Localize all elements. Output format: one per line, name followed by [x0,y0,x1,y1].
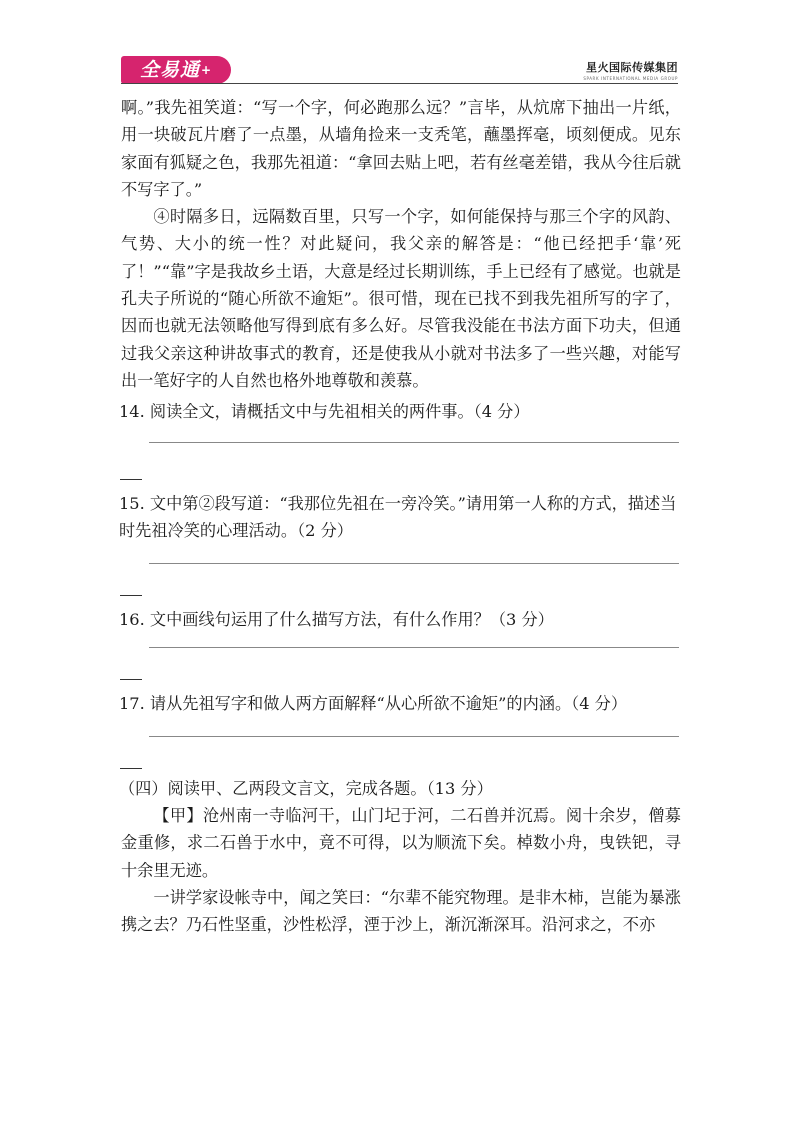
question-14: 14. 阅读全文，请概括文中与先祖相关的两件事。（4 分） [119,402,530,422]
question-17: 17. 请从先祖写字和做人两方面解释“从心所欲不逾矩”的内涵。（4 分） [119,694,628,714]
passage-paragraph-4: ④时隔多日，远隔数百里，只写一个字，如何能保持与那三个字的风韵、气势、大小的统一性？对此疑问，我父亲的解答是：“他已经把手‘靠’死了！”“靠”字是我故乡土语，大意是经过长期训练，手上已经有了感觉。也就是孔夫子所说的“随心所欲不逾矩”。很可惜，现在已找不到我先祖所写的字了，因而也就无法领略他写得到底有多么好。尽管我没能在书法方面下功夫，但通过我父亲这种讲故事式的教育，还是使我从小就对书法多了一些兴趣，对能写出一笔好字的人自然也格外地尊敬和羡慕。 [121,207,681,390]
document-body [121,94,681,939]
question-15: 15. 文中第②段写道：“我那位先祖在一旁冷笑。”请用第一人称的方式，描述当时先祖冷笑的心理活动。（2 分） [119,493,677,540]
question-16: 16. 文中画线句运用了什么描写方法，有什么作用？（3 分） [119,610,554,630]
logo-text: 全易通 [139,59,200,81]
brand-name-cn: 星火国际传媒集团 [586,61,678,74]
brand-name-en: SPARK INTERNATIONAL MEDIA GROUP [583,76,678,81]
section-4-heading: （四）阅读甲、乙两段文言文，完成各题。（13 分） [119,778,493,798]
logo-plus: + [200,63,213,77]
classical-passage-jia-1: 【甲】沧州南一寺临河干，山门圮于河，二石兽并沉焉。阅十余岁，僧募金重修，求二石兽于水中，竟不可得，以为顺流下矣。棹数小舟，曳铁钯，寻十余里无迹。 [121,806,681,880]
header-divider [121,83,678,84]
quanyitong-logo [121,56,231,84]
publisher-brand [583,59,678,81]
page-header [0,0,800,90]
classical-passage-jia-2: 一讲学家设帐寺中，闻之笑曰：“尔辈不能究物理。是非木柿，岂能为暴涨携之去？乃石性坚重，沙性松浮，湮于沙上，渐沉渐深耳。沿河求之，不亦 [121,887,681,935]
passage-paragraph-3-end: 啊。”我先祖笑道：“写一个字，何必跑那么远？”言毕，从炕席下抽出一片纸，用一块破瓦片磨了一点墨，从墙角捡来一支秃笔，蘸墨挥毫，顷刻便成。见东家面有狐疑之色，我那先祖道：“拿回去贴上吧，若有丝毫差错，我从今往后就不写字了。” [121,98,681,199]
